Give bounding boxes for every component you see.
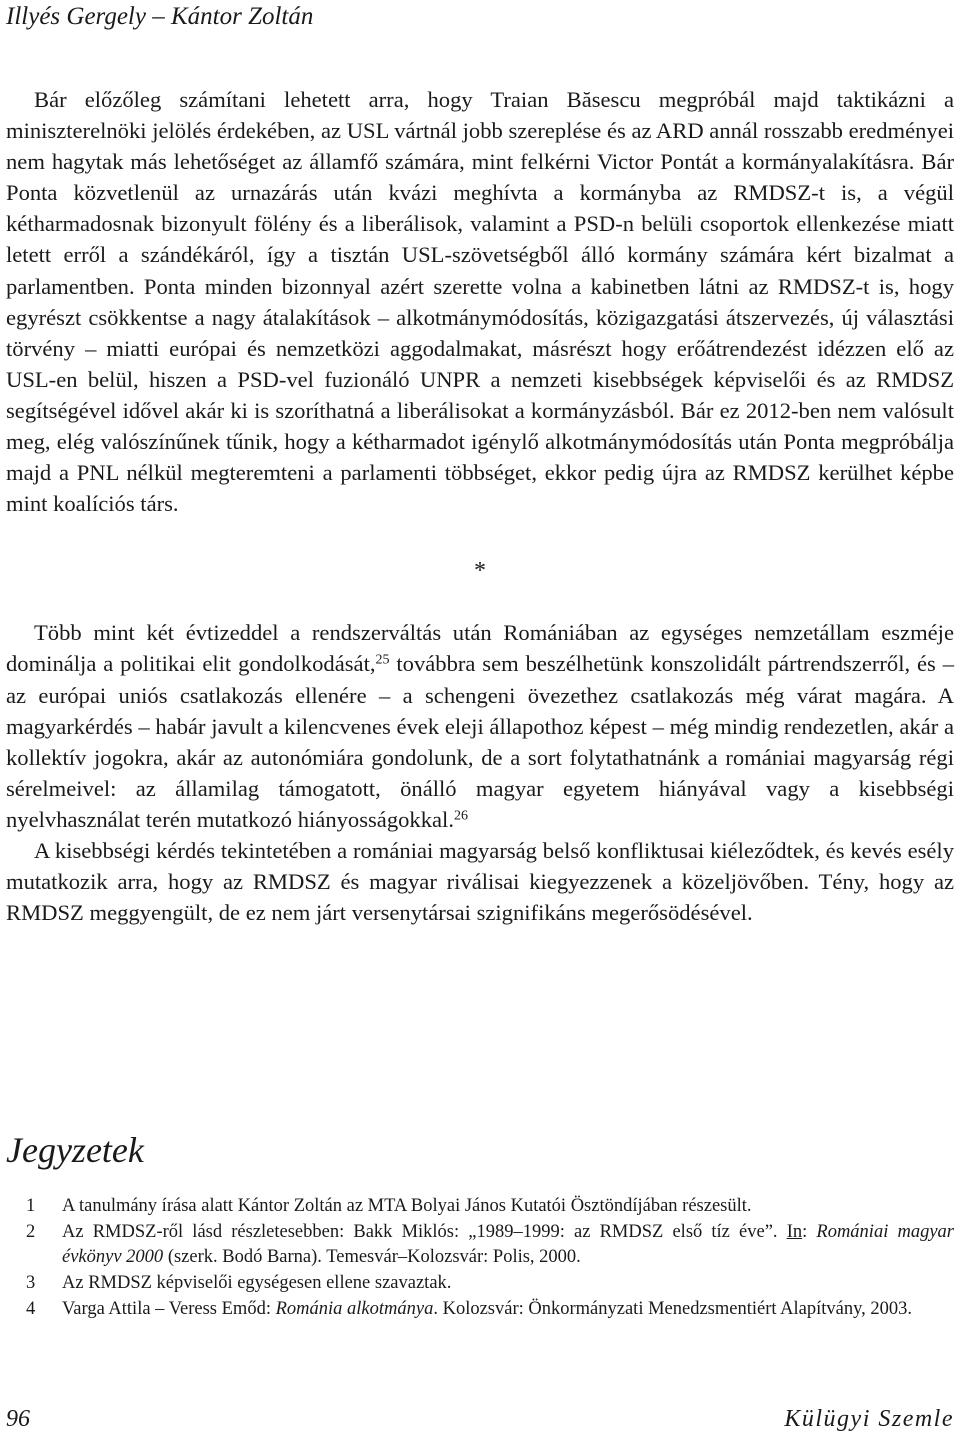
notes-heading: Jegyzetek	[6, 1130, 144, 1170]
note-number: 4	[26, 1298, 36, 1319]
note-text: . Kolozsvár: Önkormányzati Menedzsmentiért Alapítvány, 2003.	[433, 1298, 912, 1319]
note-item	[26, 1220, 954, 1271]
note-text: (szerk. Bodó Barna). Temesvár–Kolozsvár: Polis, 2000.	[163, 1247, 581, 1268]
page-number: 96	[6, 1406, 30, 1432]
paragraph	[6, 617, 954, 835]
notes-list	[26, 1194, 954, 1323]
paragraph-text: Több mint két évtizeddel a rendszerváltás után Romániában az egységes nemzetállam eszméje dominálja a politikai elit gondolkodását,	[6, 620, 954, 677]
note-text: Az RMDSZ-ről lásd részletesebben: Bakk Miklós: „1989–1999: az RMDSZ első tíz éve”.	[62, 1221, 787, 1242]
paragraph-text: továbbra sem beszélhetünk konszolidált pártrendszerről, és – az európai uniós csatlakozás ellenére – a schengeni övezethez csatlakozás még várat magára. A magyarkérdés – habár javult a kilencvenes évek eleji állapothoz képest – még mindig rendezetlen, akár a kollektív jogokra, akár az autonómiára gondolunk, de a sort folytathatnánk a romániai magyarság régi sérelmeivel: az államilag támogatott, önálló magyar egyetem hiányával vagy a kisebbségi nyelvhasználat terén mutatkozó hiányosságokkal.	[6, 651, 954, 832]
note-in-marker: In	[786, 1221, 803, 1242]
note-book-title: Románia alkotmánya	[275, 1298, 434, 1319]
running-header-author: Illyés Gergely – Kántor Zoltán	[6, 3, 314, 30]
paragraph: Bár előzőleg számítani lehetett arra, hogy Traian Băsescu megpróbál majd taktikázni a miniszterelnöki jelölés érdekében, az USL vártnál jobb szereplése és az ARD annál rosszabb eredményei nem hagytak más lehetőséget az államfő számára, mint felkérni Victor Pontát a kormányalakításra. Bár Ponta közvetlenül az urnazárás után kvázi meghívta a kormányba az RMDSZ-t is, a végül kétharmadosnak bizonyult fölény és a liberálisok, valamint a PSD-n belüli csoportok ellenkezése miatt letett erről a szándékáról, így a tisztán USL-szövetségből álló kormány számára kért bizalmat a parlamentben. Ponta minden bizonnyal azért szerette volna a kabinetben látni az RMDSZ-t is, hogy egyrészt csökkentse a nagy átalakítások – alkotmánymódosítás, közigazgatási átszervezés, új választási törvény – miatti európai és nemzetközi aggodalmakat, másrészt hogy erőátrendezést idézzen elő az USL-en belül, hiszen a PSD-vel fuzionáló UNPR a nemzeti kisebbségek képviselői és az RMDSZ segítségével idővel akár ki is szoríthatná a liberálisokat a kormányzásból. Bár ez 2012-ben nem valósult meg, elég valószínűnek tűnik, hogy a kétharmadot igénylő alkotmánymódosítás után Ponta megpróbálja majd a PNL nélkül megteremteni a parlamenti többséget, ekkor pedig újra az RMDSZ kerülhet képbe mint koalíciós társ.	[6, 87, 954, 517]
note-item	[26, 1194, 954, 1220]
note-item	[26, 1271, 954, 1297]
note-text: A tanulmány írása alatt Kántor Zoltán az MTA Bolyai János Kutatói Ösztöndíjában részesült.	[62, 1196, 752, 1216]
section-separator: *	[474, 558, 486, 585]
note-text: Az RMDSZ képviselői egységesen ellene szavaztak.	[62, 1273, 452, 1294]
note-text: :	[802, 1221, 817, 1242]
note-number: 3	[26, 1273, 36, 1294]
note-book-title: Romániai magyar évkönyv 2000	[62, 1221, 954, 1268]
note-number: 1	[26, 1196, 36, 1216]
footnote-ref[interactable]: 26	[453, 808, 468, 824]
footnote-ref[interactable]: 25	[375, 652, 390, 668]
note-item	[26, 1297, 954, 1323]
note-text: Varga Attila – Veress Emőd:	[62, 1298, 276, 1319]
main-text	[6, 84, 954, 928]
paragraph: A kisebbségi kérdés tekintetében a romániai magyarság belső konfliktusai kiéleződtek, és kevés esély mutatkozik arra, hogy az RMDSZ és magyar riválisai kiegyezzenek a közeljövőben. Tény, hogy az RMDSZ meggyengült, de ez nem járt versenytársai szignifikáns megerősödésével.	[6, 837, 954, 926]
note-number: 2	[26, 1221, 36, 1242]
journal-name: Külügyi Szemle	[784, 1406, 954, 1432]
